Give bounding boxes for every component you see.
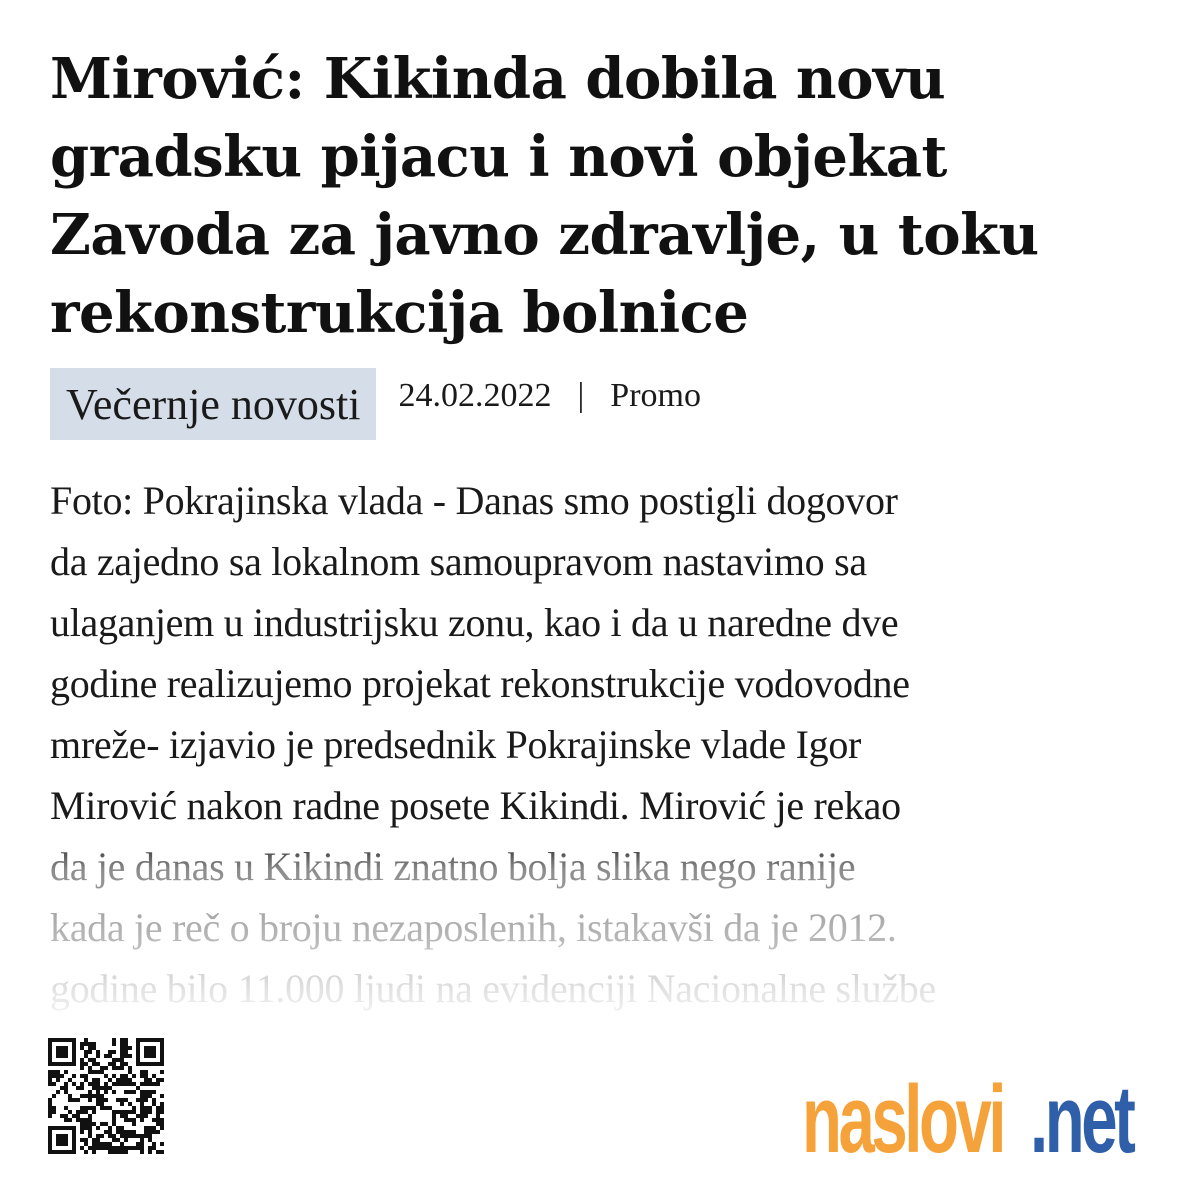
naslovi-net-logo[interactable]: [802, 1058, 1133, 1173]
source-badge[interactable]: Večernje novosti: [50, 368, 376, 440]
meta-info: [398, 377, 701, 415]
logo-text-net: .net: [1030, 1066, 1133, 1173]
meta-separator: |: [577, 377, 585, 414]
qr-code-icon[interactable]: [48, 1038, 164, 1154]
article-category[interactable]: Promo: [610, 377, 701, 414]
article-meta: [50, 368, 701, 440]
logo-text-naslovi: naslovi: [802, 1066, 1004, 1173]
article-body: Foto: Pokrajinska vlada - Danas smo postigli dogovor da zajedno sa lokalnom samoupravom nastavimo sa ulaganjem u industrijsku zonu, kao i da u naredne dve godine realizujemo projekat rekonstrukcije vodovodne mreže- izjavio je predsednik Pokrajinske vlade Igor Mirović nakon radne posete Kikindi. Mirović je rekao da je danas u Kikindi znatno bolja slika nego ranije kada je reč o broju nezaposlenih, istakavši da je 2012. godine bilo 11.000 ljudi na evidenciji Nacionalne službe: [50, 470, 1170, 1018]
article-date: 24.02.2022: [398, 377, 552, 414]
article-headline: Mirović: Kikinda dobila novu gradsku pijacu i novi objekat Zavoda za javno zdravlje, u toku rekonstrukcija bolnice: [50, 46, 1039, 346]
